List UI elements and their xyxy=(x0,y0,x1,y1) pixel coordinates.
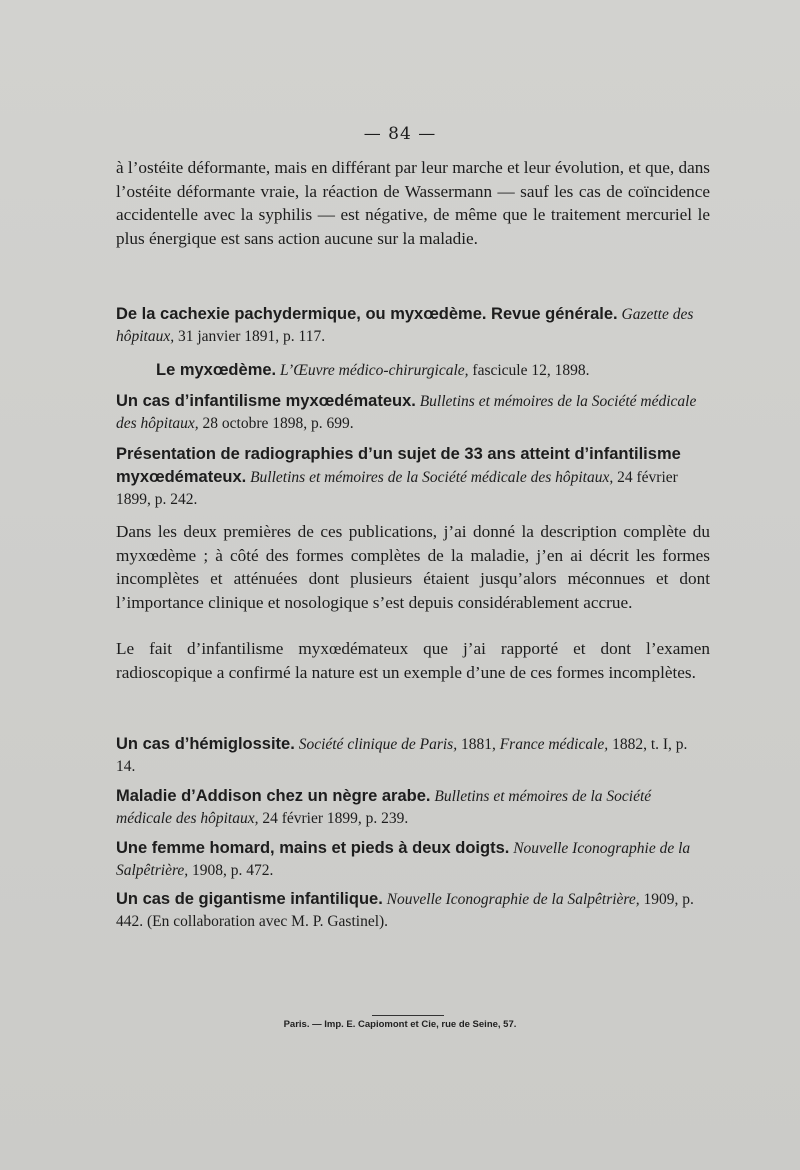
bibliography-entry xyxy=(116,785,710,830)
entry-title: Maladie d’Addison chez un nègre arabe. xyxy=(116,787,431,805)
entry-details: fascicule 12, 1898. xyxy=(468,362,590,379)
entry-details: 1909, p. 442. (En collaboration avec M. P. Gastinel). xyxy=(116,891,694,930)
bibliography-entry xyxy=(116,837,710,882)
entry-details: 1908, p. 472. xyxy=(188,862,274,879)
entry-source: Gazette des hôpitaux, xyxy=(116,306,694,345)
entry-source: Bulletins et mémoires de la Société médicale des hôpitaux, xyxy=(250,469,614,486)
entry-details: 24 février 1899, p. 239. xyxy=(258,810,409,827)
entry-title: Le myxœdème. xyxy=(156,361,277,379)
bibliography-entry xyxy=(156,359,710,382)
entry-details: 1881, xyxy=(457,736,500,753)
bibliography-entry xyxy=(116,303,710,348)
opening-paragraph: à l’ostéite déformante, mais en différant par leur marche et leur évolution, et que, dans l’ostéite déformante vraie, la réaction de Wassermann — sauf les cas de coïncidence accidentelle avec la syphilis — est négative, de même que le traitement mercuriel le plus énergique est sans action aucune sur la maladie. xyxy=(116,158,710,248)
bibliography-entry xyxy=(116,888,710,933)
entry-title: Présentation de radiographies d’un sujet de 33 ans atteint d’infantilisme myxœdémateux. xyxy=(116,445,681,486)
entry-source: L’Œuvre médico-chirurgicale, xyxy=(280,362,469,379)
entry-details: 31 janvier 1891, p. 117. xyxy=(174,328,326,345)
entry-details-secondary: 1882, t. I, p. 14. xyxy=(116,736,688,775)
body-paragraph: Dans les deux premières de ces publications, j’ai donné la description complète du myxœdème ; à côté des formes complètes de la maladie, j’en ai décrit les formes incomplètes et atténuées dont plusieurs étaient jusqu’alors méconnues et dont l’importance clinique et nosologique s’est depuis considérablement accrue. xyxy=(116,522,710,612)
entry-details: 28 octobre 1898, p. 699. xyxy=(198,415,354,432)
entry-source: Nouvelle Iconographie de la Salpêtrière, xyxy=(386,891,640,908)
bibliography-entry xyxy=(116,733,710,778)
footer-rule xyxy=(372,1015,444,1016)
entry-source: Bulletins et mémoires de la Société médicale des hôpitaux, xyxy=(116,393,697,432)
entry-source: Bulletins et mémoires de la Société médicale des hôpitaux, xyxy=(116,788,652,827)
entry-details: 24 février 1899, p. 242. xyxy=(116,469,678,508)
entry-source: Nouvelle Iconographie de la Salpêtrière, xyxy=(116,840,691,879)
printer-imprint: Paris. — Imp. E. Capiomont et Cie, rue de Seine, 57. xyxy=(283,1019,517,1030)
entry-title: Une femme homard, mains et pieds à deux doigts. xyxy=(116,839,510,857)
bibliography-entry xyxy=(116,443,710,511)
body-paragraph: Le fait d’infantilisme myxœdémateux que j’ai rapporté et dont l’examen radioscopique a confirmé la nature est un exemple d’une de ces formes incomplètes. xyxy=(116,639,710,682)
page-number: — 84 — xyxy=(363,124,437,144)
entry-title: Un cas de gigantisme infantilique. xyxy=(116,890,383,908)
entry-title: Un cas d’hémiglossite. xyxy=(116,735,295,753)
entry-title: De la cachexie pachydermique, ou myxœdème. Revue générale. xyxy=(116,305,618,323)
bibliography-entry xyxy=(116,390,710,435)
entry-source: Société clinique de Paris, xyxy=(298,736,458,753)
entry-title: Un cas d’infantilisme myxœdémateux. xyxy=(116,392,416,410)
entry-source-secondary: France médicale, xyxy=(499,736,609,753)
